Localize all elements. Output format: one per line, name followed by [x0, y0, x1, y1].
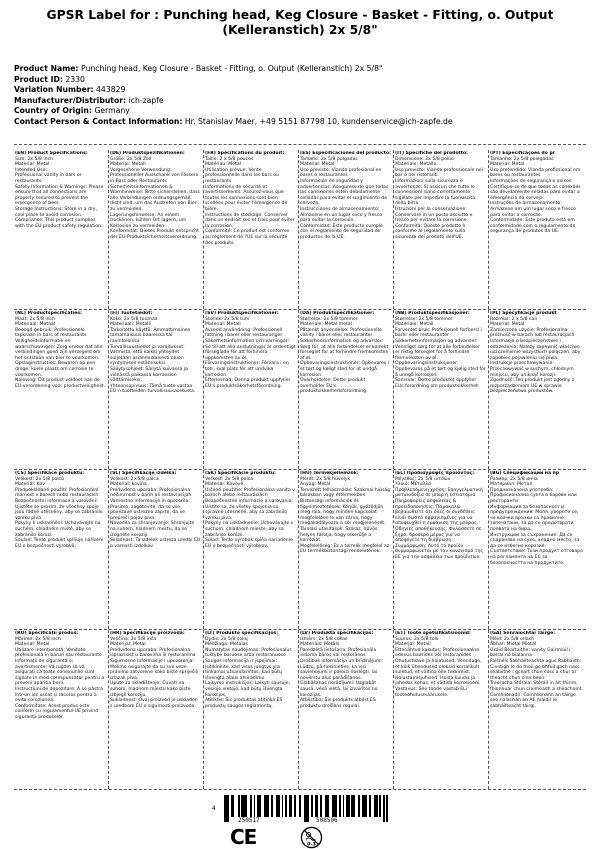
origin-value: Germany: [94, 106, 130, 116]
spec-cell-hr: [109, 630, 204, 789]
contact-label: Contact Person & Contact Information:: [14, 116, 183, 126]
spec-cell-nl: [14, 310, 109, 469]
barcode-bar: [358, 795, 360, 817]
spec-heading: (EN) Product Specifications:: [15, 151, 88, 156]
top-divider: [14, 144, 586, 145]
spec-heading: (GA) Sonraíochtaí Táirge:: [490, 631, 556, 636]
barcode-bar: [268, 795, 270, 817]
barcode-bar: [386, 795, 388, 822]
manufacturer-label: Manufacturer/Distributor:: [14, 95, 127, 105]
origin-row: [14, 106, 594, 117]
spec-cell-lt: [204, 630, 299, 789]
contact-value: Hr. Stanislav Maer, +49 5151 87798 10, kundenservice@ich-zapfe.de: [184, 116, 453, 126]
spec-heading: (PL) Specyfikacje produkt: [490, 311, 557, 316]
product-id-value: 2330: [65, 74, 85, 84]
conformity-marks: [230, 826, 370, 849]
spec-text: Velikost: 2×5/8 palca Material: kovina Predvidena uporaba: Profesionalna nečimrnost v barih ali restavracijah Varnostne informacije in opozorila: Prosimo, zagotovite, da so vse povezave ustrezno zaprte, da se prepreči pojav piva. Navodila za shranjevanje: Shranjujte na suhem, hladnem mestu, da se izognete koroziji. Skladnost: Ta izdelek ustreza uredbi EU o varnosti izdelkov.: [110, 476, 201, 549]
spec-cell-es: [299, 150, 394, 309]
spec-text: Størrelse: 2x 5/8 tommer Materiale: Metal metal Påtænkt anvendelse: Professionelle vanity i barer eller restauranter Sikkerhedsinformation og advarsler: Sørg for, at alle forbindelser er korrekt forseglet for at forhindre fremkomsten af øl. Opbevaringsinstruktioner: Opbevares i et tørt og køligt sted for at undgå korrosion. Overholdelse: Dette produkt overholder EU's produktsikkerhedsforordning.: [300, 316, 390, 395]
barcode-bar: [320, 795, 322, 817]
barcode-bar: [290, 795, 292, 817]
spec-heading: (LV) Produkta specifikācijas:: [300, 631, 374, 636]
barcode-bar: [299, 795, 301, 817]
variation-row: [14, 85, 594, 96]
barcode-left-digit: 4: [212, 805, 216, 812]
barcode-group-1: 250517: [238, 817, 260, 824]
spec-text: Velikost: 2x 5/8 palců Materiál: Kov Předpokládané použití: Profesionální marnost v barech nebo restauracích Bezpečnostní informace a varování: Ujistěte se prosím, že všechny spoje jsou řádně utěsněny, aby se zabránilo vzniku piva. Pokyny k uskladnění: Uchovávejte na suchém, chladném místě, aby se zabránilo korozi. Soulad: Tento produkt splňuje nařízení EU o bezpečnosti výrobků.: [15, 476, 104, 549]
spec-cell-pt: [489, 150, 586, 309]
spec-heading: (DE) Produktspezifikationen:: [110, 151, 185, 156]
barcode-bar: [383, 795, 385, 822]
barcode-bar: [348, 795, 350, 817]
barcode-bar: [282, 795, 284, 817]
spec-heading: (SV) Produktspecifikationer:: [205, 311, 279, 316]
variation-label: Variation Number:: [14, 85, 94, 95]
spec-text: Maat: 2x 5/8 inch Materiaal: Metaal Beoogd gebruik: Professionele tapkraan in bars of restaurants Veiligheidsinformatie en waarschuwingen: Zorg ervoor dat alle verbindingen goed zijn verzegeld om het ontstaan van bier te voorkomen. Opslaginstructies: Bewaren op een droge, koele plaats om corrosie te voorkomen. Naleving: Dit product voldoet aan de EU-verordening voor productveiligheid.: [15, 316, 106, 389]
spec-text: Veľkosť: 2x 5/8 palca Materiál: Kovové Určené použitie: Profesionálna vanita v baroch alebo reštauráciách Bezpečnostné informácie a varovania: Uistite sa, že všetky spojenia sú správne utesnené, aby sa zabránilo vzniku piva. Pokyny na uskladnenie: Uchovávajte v suchom, chladnom mieste, aby sa zabránilo korózii. Súlad: Tento výrobok spĺňa nariadenie EÚ o bezpečnosti výrobkov.: [205, 476, 295, 549]
spec-cell-ro: [14, 630, 109, 789]
barcode-bar: [379, 795, 381, 817]
spec-heading: (IT) Specifiche del prodotto:: [395, 151, 468, 156]
spec-text: Méret: 2x 5/8 hüvelyk Anyag: Metál Tervezett felhasználás: Szakmai hiúság bárokban vagy éttermekben Biztonsági információk és figyelmeztetések: Kérjük, győződjön meg róla, hogy minden kapcsolat megfelelően le van zárva, hogy megakadályozza a sör megjelenését. Tárolási utasítások: Száraz, hűvös helyen tárolja, hogy elkerülje a korróziót. Megfelelőség: Ez a termék megfelel az EU termékbiztonsági rendeletének.: [300, 476, 391, 555]
spec-band: [14, 310, 586, 470]
spec-cell-nb: [394, 310, 489, 469]
spec-heading: (EL) Προδιαγραφές προϊόντος:: [395, 471, 475, 476]
spec-cell-lv: [299, 630, 394, 789]
spec-cell-cs: [14, 470, 109, 629]
spec-text: Veličina: 2x 5/8 inča Materijal: Metal Predviđena uporaba: Profesionalna ispraznost u barovima ili restoranima Sigurnosne informacije i upozorenja: Molimo osigurajte da su sve veze pravilno zatvorene kako biste spriječili izlazak piva. Upute za skladištenje: Čuvati na suhom, hladnom mjestu kako biste izbjegli koroziju. Sukladnost: Ovaj proizvod je usklađen s uredbom EU o sigurnosti proizvoda.: [110, 636, 199, 709]
spec-text: Koko: 2x 5/8 tuumaa Materiaali: Metalli Tarkoitettu käyttö: Ammattimainen tarhamaisuus baareissa tai ravintoloissa Turvallisuustiedot ja varoitukset: Varmista, että kaikki yhteydet suljetaan asianmukaisesti oluen syntymisen estämiseksi. Säilytysohjeet: Säilytä kuivassa ja viileässä paikassa korroosion välttämiseksi. Yhteensopivuus: Tämä tuote vastaa EU:n tuotteiden turvallisuusasetusta.: [110, 316, 196, 395]
product-name-row: [14, 64, 594, 75]
spec-heading: (NB) Produktspesifikasjoner:: [395, 311, 470, 316]
spec-text: Tamaño: 2x 5/8 pulgadas Material: Metal Uso previsto: Vianda profesional en bares o restaurantes Información de seguridad y advertencias: Asegúrese de que todas las conexiones estén debidamente selladas para evitar el surgimiento de cerveza. Instrucciones de almacenamiento: Almacene en un lugar seco y fresco para evitar la corrosión. Conformidad: Este producto cumple con el reglamento de seguridad de productos de la UE.: [300, 156, 389, 240]
barcode-bar: [271, 795, 273, 817]
spec-heading: (DA) Produktspecifikationer:: [300, 311, 375, 316]
spec-cell-en: [14, 150, 109, 309]
barcode-bars: [224, 795, 388, 817]
barcode-bar: [254, 795, 256, 817]
spec-heading: (ES) Especificaciones del producto:: [300, 151, 391, 156]
barcode-bar: [311, 795, 313, 817]
spec-cell-it: [394, 150, 489, 309]
spec-cell-ga: [489, 630, 586, 789]
barcode-group-2: 508506: [316, 817, 338, 824]
barcode-bar: [278, 795, 280, 817]
spec-band: [14, 630, 586, 790]
spec-heading: (PT) Especificações do pr: [490, 151, 556, 156]
barcode-bar: [259, 795, 261, 817]
spec-heading: (HU) Termékjellemzők:: [300, 471, 359, 476]
spec-text: Размер: 2x 5/8 инча Материал: Метал Предназначена употреба: Професионална суета в барове или ресторанти Информация за безопасност и предупреждения: Моля, уверете се, че всички връзки са правилно запечатани, за да се предотврати появата на бира. Инструкции за съхранение: Да се съхранява на сухо, хладно място, за да се избегне корозия. Съответствие: Този продукт отговаря на регламента на ЕС за безопасността на продуктите.: [490, 476, 583, 566]
spec-heading: (RO) Specificații produs:: [15, 631, 79, 636]
spec-cell-pl: [489, 310, 586, 469]
spec-heading: (SL) Specifikacije izdelka:: [110, 471, 177, 476]
spec-cell-el: [394, 470, 489, 629]
spec-text: Size: 2x 5/8 inch Material: Metal Intended Use: Professional vanity in bars or restaurants Safety Information & Warnings: Please ensure that all connections are properly secured to prevent the emergence of beer. Storage Instructions: Store in a dry, cool place to avoid corrosion. Compliance: This product complies with the EU product safety regulation.: [15, 156, 104, 229]
spec-heading: (HR) Specifikacije proizvoda:: [110, 631, 185, 636]
spec-text: Μέγεθος: 2x 5/8 ιντσών Υλικό: Μέταλλο Προβλεπόμενη χρήση: Επαγγελματική ματαιοδοξία σε μπαρ ή εστιατόρια Πληροφορίες ασφαλείας & προειδοποιήσεις: Παρακαλώ βεβαιωθείτε ότι όλες οι συνδέσεις είναι σωστά σφραγισμένες για να αποφευχθεί η εμφάνιση της μπύρας. Οδηγίες αποθήκευσης: Φυλάσσετε σε ξηρό, δροσερό μέρος για να αποφύγετε τη διάβρωση. Συμμόρφωση: Αυτό το προϊόν συμμορφώνεται με τον κανονισμό της ΕΕ για την ασφάλεια των προϊόντων.: [395, 476, 484, 560]
spec-text: Tamanho: 2x 5/8 polegadas Material: Metal Uso pretendido: Vianda profissional em bares ou restaurantes Informações de segurança e avisos: Certifique-se de que todas as conexões são devidamente seladas para evitar a emergência da cerveja. Instruções de armazenamento: Armazene em um lugar seco e fresco para evitar a corrosão. Conformidade: Este produto está em conformidade com o regulamento de segurança de produtos da UE.: [490, 156, 581, 235]
spec-cell-sv: [204, 310, 299, 469]
barcode-bar: [316, 795, 318, 817]
barcode-bar: [285, 795, 287, 817]
spec-text: Suurus: 2x 5/8 tolli Materjal: Metall Ettenähtud kasutus: Professionaalne edevus baarides või restoranides Ohutusteave ja hoiatused: Veenduge, et kõik ühendused oleksid korralikult suletud, et vältida õlle tekkimist. Hoiustamisjuhised: Hoida kuivas ja jahedas kohas, et vältida korrosiooni. Vastavus: See toode vastab ELi tooteohutusmäärusele.: [395, 636, 482, 698]
barcode-bar: [343, 795, 345, 817]
product-info: [14, 64, 594, 128]
barcode-bar: [327, 795, 329, 817]
ean-barcode: [212, 795, 392, 828]
spec-text: Størrelse: 2x 5/8 tommer Materiale: Metall Forventet bruk: Profesjonell forfoersl i barer eller restauranter Sikkerhetsinformasjon og advarsler: Vennligst sørg for at alle forbindelser er riktig forseglet for å forhindre fremveksten av øl. Oppbevaringsinstruksjoner: Oppbevares på et tørt og kjølig sted for å unngå korrosjon. Samsvar: Dette produktet oppfyller EUs forordning om produktsikkerhet.: [395, 316, 486, 389]
page-title: GPSR Label for : Punching head, Keg Closure - Basket - Fitting, o. Output (Kelleranstich) 2x 5/8": [46, 8, 554, 37]
product-name-value: Punching head, Keg Closure - Basket - Fitting, o. Output (Kelleranstich) 2x 5/8": [80, 64, 383, 73]
ce-mark-icon: CE: [230, 825, 257, 849]
barcode-bar: [233, 795, 235, 817]
spec-band: [14, 150, 586, 310]
spec-text: Dimensione: 2x 5/8 pollici Materiale: Metallo Uso previsto: Vianda professionale nei bar o nei ristoranti Informazioni sulla sicurezza e avvertenze: Si assicuri che tutte le connessioni siano correttamente sigillate per impedire la fuoriuscita della birra. Istruzioni per la conservazione: Conservare in un posto asciutto e fresco per evitare la corrosione. Conformità: Questo prodotto è conforme al regolamento sulla sicurezza dei prodotti dell'UE.: [395, 156, 483, 240]
spec-cell-de: [109, 150, 204, 309]
barcode-bar: [336, 795, 338, 817]
no-under-3-icon: [300, 826, 323, 849]
spec-text: Méid: 2x 5/8 orlach Ábhar: Miotal Miotal Úsáid Beartaithe: vanity Gairmiúil i barraí nó bialanna Faisnéis Sábháilteachta agus Rabhaidh: Cinntigh le do thoil go bhfuil gach nasc séalaithe i gceart chun cosc a chur ar theacht chun cinn beoir. Treoracha Stórála: Stóráil in áit thirim, fhionnuar chun creimeadh a sheachaint. Comhlíonadh: Comhlíonann an táirge seo rialachán an AE maidir le sábháilteacht táirgí.: [490, 636, 583, 709]
barcode-bar: [339, 795, 341, 817]
barcode-bar: [308, 795, 310, 822]
barcode-bar: [245, 795, 247, 817]
manufacturer-value: ich-zapfe: [128, 95, 164, 105]
specifications-grid: [14, 150, 586, 790]
barcode-bar: [227, 795, 229, 822]
barcode-bar: [294, 795, 296, 817]
spec-cell-bg: [489, 470, 586, 629]
barcode-bar: [369, 795, 371, 817]
barcode-bar: [353, 795, 355, 817]
barcode-bar: [365, 795, 367, 817]
spec-heading: (BG) Спецификации на пр: [490, 471, 560, 476]
spec-text: Izmērs: 2x 5/8 collas Materiāls: Metāls Paredzētā lietošana: Profesionāla iedoma bāros vai restorānos Drošības informācija un brīdinājumi: Lūdzu, pārliecinieties, ka visi savienojumi ir pareizi noslēgti, lai novērstu alus parādīšanos. Glabāšanas norādījumi: Uzglabāt sausā, vēsā vietā, lai izvairītos no korozijas. Atbilstība: Šis produkts atbilst ES produktu drošības regulai.: [300, 636, 384, 709]
spec-heading: (SK) Špecifikácie produktu:: [205, 471, 276, 476]
product-name-label: Product Name:: [14, 64, 79, 73]
spec-heading: (FR) Spécifications du produit:: [205, 151, 285, 156]
spec-cell-sk: [204, 470, 299, 629]
product-id-label: Product ID:: [14, 74, 63, 84]
spec-cell-hu: [299, 470, 394, 629]
manufacturer-row: [14, 96, 594, 107]
spec-heading: (NL) Productspecificaties:: [15, 311, 82, 316]
spec-heading: (CS) Specifikace produktu:: [15, 471, 85, 476]
spec-text: Taille: 2 x 5/8 pouces Matériau: Métal Utilisation prévue: Vente professionnelle dans les bars ou restaurants Informations de sécurité et avertissements: Assurez-vous que toutes les connexions sont bien scellées pour éviter l'émergence de bière. Instructions de stockage: Conserver dans un endroit sec et frais pour éviter la corrosion. Conformité: Ce produit est conforme au règlement de l'UE sur la sécurité des produits.: [205, 156, 295, 246]
spec-heading: (LT) Produkto specifikacijos:: [205, 631, 279, 636]
barcode-bar: [376, 795, 378, 817]
spec-cell-sl: [109, 470, 204, 629]
svg-text:0-3: 0-3: [307, 842, 316, 848]
spec-heading: (ET) Toote spetsifikatsioonid:: [395, 631, 471, 636]
spec-text: Größe: 2x 5/8 Zoll Material: Metall Vorgesehene Verwendung: Professioneller Ausschank von Fässern in Bars oder Restaurants Sicherheitsinformationen & Warnhinweise: Bitte sicherstellen, dass alle Verbindungen ordnungsgemäß dicht sind, um das Austreten von Bier zu vermeiden. Lagerungshinweise: An einem trockenen, kühlen Ort lagern, um Korrosion zu vermeiden. Konformität: Dieses Produkt entspricht der EU-Produktsicherheitsverordnung.: [110, 156, 200, 240]
origin-label: Country of Origin:: [14, 106, 92, 116]
spec-text: Rozmiar: 2 x 5/8 cali Materiał: Metal Zamierzone użycie: Profesjonalna próżność w barach lub restauracjach Informacje o bezpieczeństwie i ostrzeżenia: Należy zapewnić właściwe uszczelnienie wszystkich połączeń, aby zapobiec pojawieniu się piwa. Instrukcje przechowywania: Przechowywać w suchym, chłodnym miejscu, aby uniknąć korozji. Zgodność: Ten produkt jest zgodny z rozporządzeniem UE w sprawie bezpieczeństwa produktów.: [490, 316, 581, 395]
spec-heading: (FI) Tuotetiedot:: [110, 311, 153, 316]
spec-cell-fr: [204, 150, 299, 309]
spec-text: Dydis: 2x 5/8 colių Medžiaga: Metalas Numatytas naudojimas: Profesionalus tuštybė baruose arba restoranuose Saugos informacija ir įspėjimai: Įsitikinkite, kad visos jungtys yra tinkamai užsandarintos, kad būtų išvengta alaus atsiradimo. Laikymo instrukcijos: Laikyti sausoje, vėsioje vietoje, kad būtų išvengta korozijos. Atitiktis: Šis produktas atitinka ES produktų saugos reglamentą.: [205, 636, 292, 709]
spec-cell-da: [299, 310, 394, 469]
spec-cell-fi: [109, 310, 204, 469]
contact-row: [14, 117, 594, 128]
spec-band: [14, 470, 586, 630]
variation-value: 443829: [96, 85, 126, 95]
product-id-row: [14, 75, 594, 86]
barcode-bar: [250, 795, 252, 817]
spec-text: Mărime: 2x 5/8 inch Material: Metal Utilizare intenționată: Vanitate profesională în baruri sau restaurante Informații de siguranță și avertismente: Vă rugăm să vă asigurați că toate conexiunile sunt sigilate în mod corespunzător pentru a preveni apariția berii. Instrucțiuni de depozitare: A se păstra într-un loc uscat și răcoros pentru a evita coroziunea. Conformitate: Acest produs este conform cu regulamentul UE privind siguranța produselor.: [15, 636, 105, 720]
spec-cell-et: [394, 630, 489, 789]
spec-text: Storlek: 2x 5/8 tum Material: Metall Avsedd användning: Professionell fattning i barer eller restauranger Säkerhetsinformation och varningar: Se till att alla anslutningar är ordentligt förseglade för att förhindra uppkomsten av öl. Förvaringsinstruktioner: Förvara i en torr, sval plats för att undvika korrosion. Efterlevnad: Denna produkt uppfyller EU:s produktsäkerhetsförordning.: [205, 316, 296, 389]
barcode-bar: [238, 795, 240, 817]
